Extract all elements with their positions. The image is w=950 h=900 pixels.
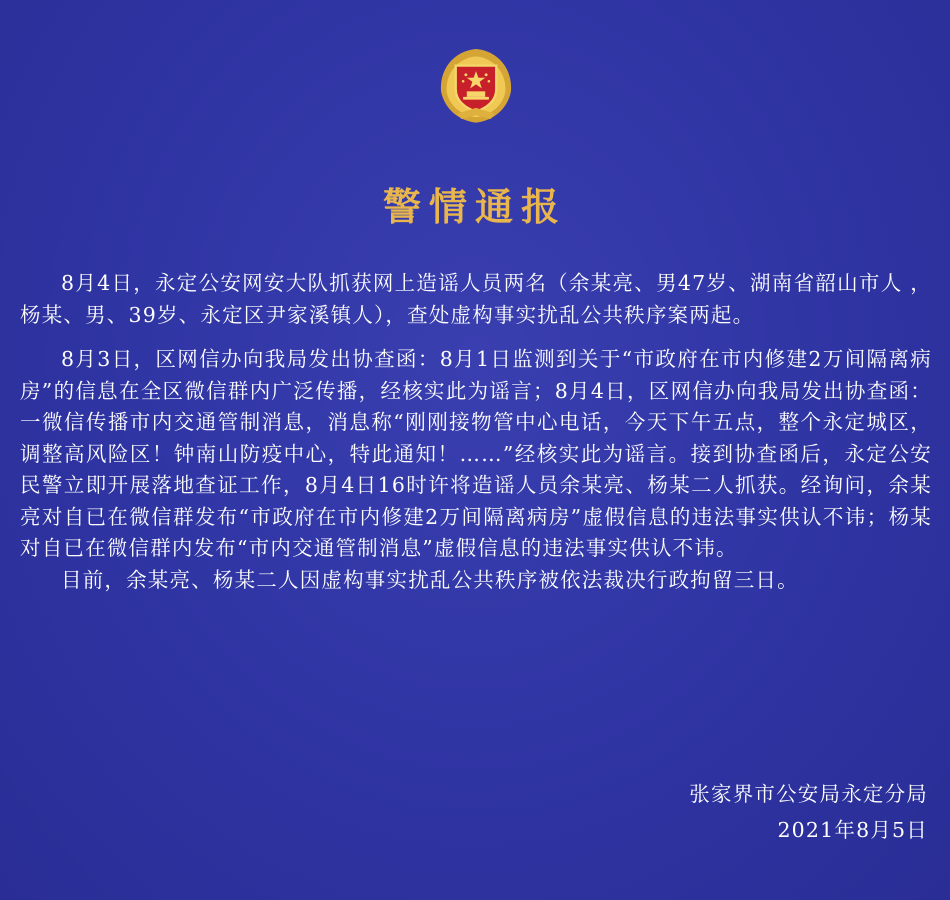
- paragraph-1: 8月4日，永定公安网安大队抓获网上造谣人员两名（余某亮、男47岁、湖南省韶山市人 ，杨某、男、39岁、永定区尹家溪镇人），查处虚构事实扰乱公共秩序案两起。: [20, 271, 932, 327]
- notice-title: 警情通报: [382, 185, 567, 229]
- issuer-name: 张家界市公安局永定分局: [689, 782, 928, 806]
- issue-date: 2021年8月5日: [777, 818, 928, 842]
- notice-body: [20, 268, 932, 596]
- paragraph-2: 8月3日，区网信办向我局发出协查函：8月1日监测到关于“市政府在市内修建2万间隔离病房”的信息在全区微信群内广泛传播，经核实此为谣言；8月4日，区网信办向我局发出协查函：一微信传播市内交通管制消息，消息称“刚刚接物管中心电话，今天下午五点，整个永定城区，调整高风险区！钟南山防疫中心，特此通知！……”经核实此为谣言。接到协查函后，永定公安民警立即开展落地查证工作，8月4日16时许将造谣人员余某亮、杨某二人抓获。经询问，余某亮对自已在微信群发布“市政府在市内修建2万间隔离病房”虚假信息的违法事实供认不讳；杨某对自已在微信群内发布“市内交通管制消息”虚假信息的违法事实供认不讳。: [20, 347, 932, 560]
- paragraph-3: 目前，余某亮、杨某二人因虚构事实扰乱公共秩序被依法裁决行政拘留三日。: [61, 567, 799, 592]
- signature-block: [689, 776, 928, 848]
- police-emblem-icon: [430, 38, 522, 130]
